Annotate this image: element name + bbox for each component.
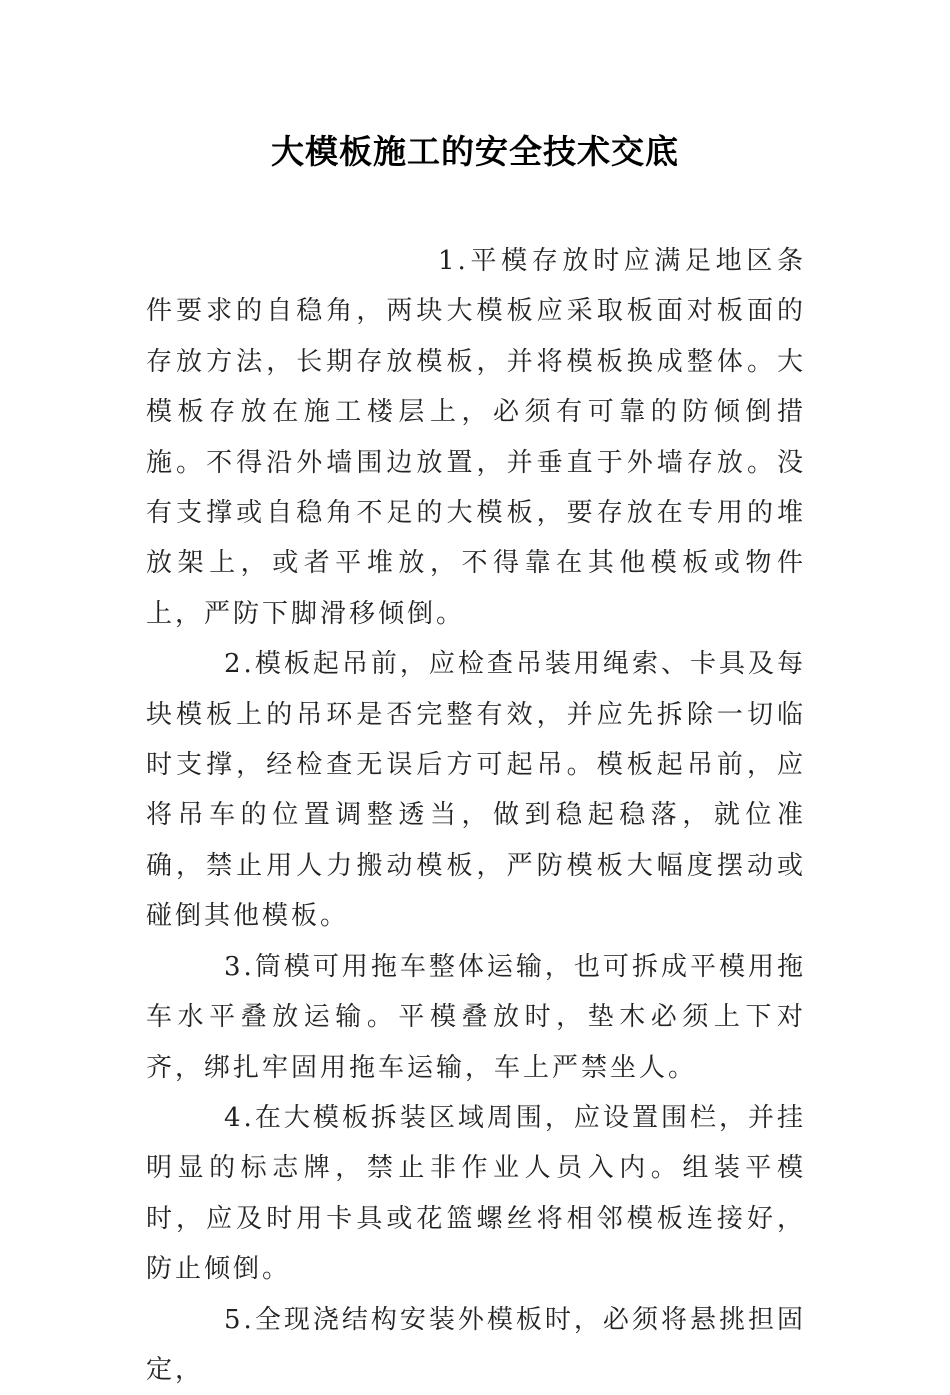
document-body — [146, 236, 806, 1395]
document-title: 大模板施工的安全技术交底 — [271, 132, 679, 171]
paragraph-2: 2.模板起吊前，应检查吊装用绳索、卡具及每块模板上的吊环是否完整有效，并应先拆除一切临时支撑，经检查无误后方可起吊。模板起吊前，应将吊车的位置调整透当，做到稳起稳落，就位准确，禁止用人力搬动模板，严防模板大幅度摆动或碰倒其他模板。 — [146, 649, 806, 932]
paragraph-5: 5.全现浇结构安装外模板时，必须将悬挑担固定， — [146, 1304, 806, 1385]
paragraph-3: 3.筒模可用拖车整体运输，也可拆成平模用拖车水平叠放运输。平模叠放时，垫木必须上下对齐，绑扎牢固用拖车运输，车上严禁坐人。 — [146, 951, 806, 1083]
paragraph-1: 1.平模存放时应满足地区条件要求的自稳角，两块大模板应采取板面对板面的存放方法，长期存放模板，并将模板换成整体。大模板存放在施工楼层上，必须有可靠的防倾倒措施。不得沿外墙围边放置，并垂直于外墙存放。没有支撑或自稳角不足的大模板，要存放在专用的堆放架上，或者平堆放，不得靠在其他模板或物件上，严防下脚滑移倾倒。 — [146, 246, 806, 629]
paragraph-4: 4.在大模板拆装区域周围，应设置围栏，并挂明显的标志牌，禁止非作业人员入内。组装平模时，应及时用卡具或花篮螺丝将相邻模板连接好，防止倾倒。 — [146, 1102, 806, 1285]
